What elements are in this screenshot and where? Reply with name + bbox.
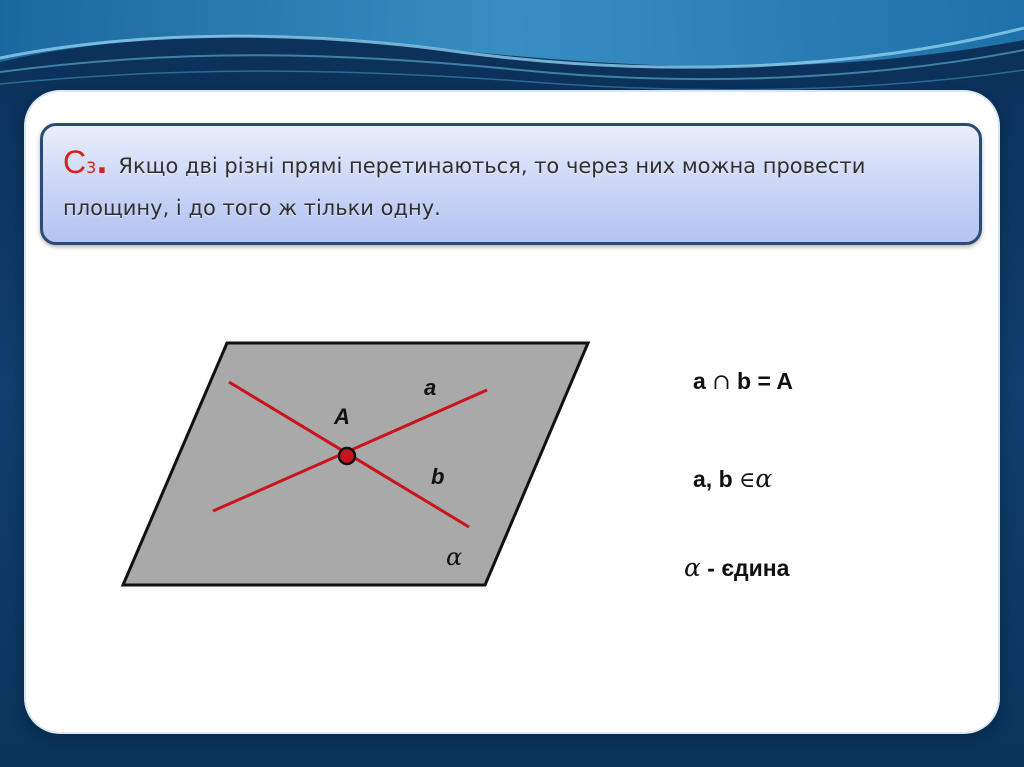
axiom-text: Якщо дві різні прямі перетинаються, то через них можна провести площину, і до того ж тільки одну. (63, 154, 866, 220)
uniqueness-notation (684, 553, 789, 582)
intersection-symbol: ∩ (712, 370, 731, 395)
axiom-code-subscript: 3 (86, 158, 97, 177)
intersection-point (339, 448, 355, 464)
axiom-code-dot: . (96, 146, 108, 181)
element-of-symbol: ∈ (739, 468, 756, 493)
alpha-symbol: α (755, 464, 773, 493)
line-b-label: b (431, 464, 445, 489)
plane-label: α (446, 543, 463, 571)
notation-right: b = A (737, 368, 794, 394)
notation-left: a (693, 368, 706, 394)
notation-left: a, b (693, 466, 733, 492)
plane-parallelogram (123, 343, 588, 585)
membership-notation (693, 464, 772, 493)
uniqueness-text: - єдина (700, 555, 790, 581)
axiom-code: С (63, 144, 87, 180)
alpha-symbol: α (684, 553, 701, 582)
point-label: A (334, 404, 350, 429)
line-a-label: a (424, 375, 437, 400)
intersection-notation (693, 368, 793, 395)
